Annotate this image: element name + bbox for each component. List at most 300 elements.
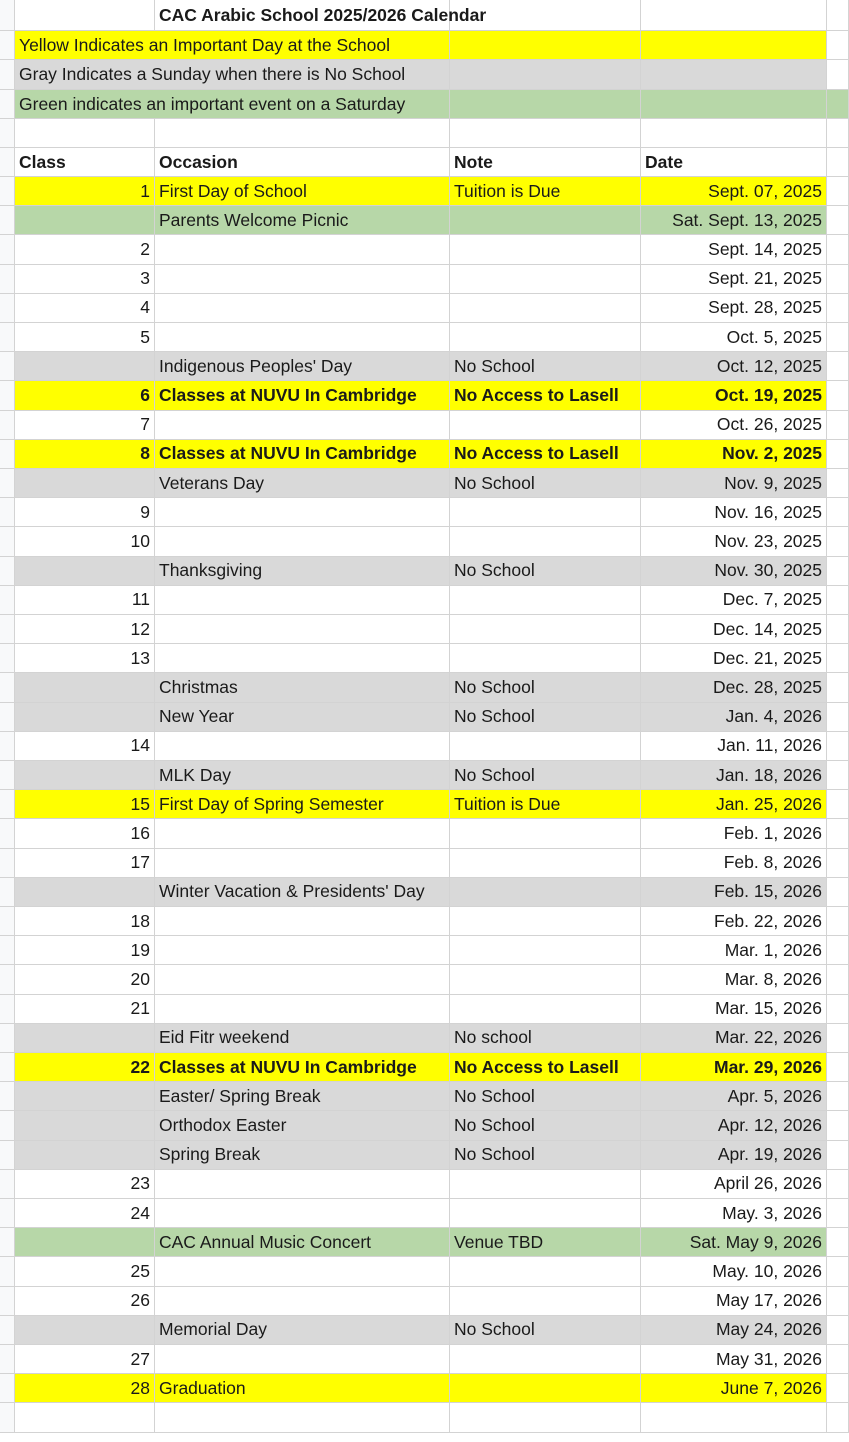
note-cell[interactable]: No School bbox=[450, 469, 641, 498]
occasion-cell[interactable]: Thanksgiving bbox=[155, 557, 450, 586]
class-cell[interactable] bbox=[15, 1141, 155, 1170]
note-cell[interactable]: Tuition is Due bbox=[450, 790, 641, 819]
cell[interactable] bbox=[827, 790, 849, 819]
date-cell[interactable]: Sept. 14, 2025 bbox=[641, 235, 827, 264]
occasion-cell[interactable]: Easter/ Spring Break bbox=[155, 1082, 450, 1111]
row-gutter[interactable] bbox=[0, 1403, 15, 1433]
row-gutter[interactable] bbox=[0, 1053, 15, 1082]
row-gutter[interactable] bbox=[0, 936, 15, 965]
cell[interactable] bbox=[450, 119, 641, 148]
class-cell[interactable]: 11 bbox=[15, 586, 155, 615]
cell[interactable] bbox=[827, 381, 849, 410]
cell[interactable] bbox=[827, 60, 849, 90]
class-cell[interactable] bbox=[15, 469, 155, 498]
row-gutter[interactable] bbox=[0, 790, 15, 819]
class-cell[interactable]: 8 bbox=[15, 440, 155, 469]
cell[interactable] bbox=[450, 90, 641, 119]
occasion-cell[interactable]: New Year bbox=[155, 703, 450, 732]
occasion-cell[interactable] bbox=[155, 294, 450, 323]
note-cell[interactable]: No School bbox=[450, 557, 641, 586]
class-cell[interactable]: 23 bbox=[15, 1170, 155, 1199]
cell[interactable] bbox=[827, 1053, 849, 1082]
occasion-cell[interactable] bbox=[155, 965, 450, 994]
row-gutter[interactable] bbox=[0, 31, 15, 60]
cell[interactable] bbox=[827, 1257, 849, 1286]
cell[interactable] bbox=[827, 265, 849, 294]
row-gutter[interactable] bbox=[0, 527, 15, 556]
occasion-cell[interactable]: First Day of School bbox=[155, 177, 450, 206]
occasion-cell[interactable]: CAC Annual Music Concert bbox=[155, 1228, 450, 1257]
row-gutter[interactable] bbox=[0, 732, 15, 761]
occasion-cell[interactable]: Eid Fitr weekend bbox=[155, 1024, 450, 1053]
cell[interactable] bbox=[827, 1287, 849, 1316]
note-cell[interactable] bbox=[450, 1345, 641, 1374]
row-gutter[interactable] bbox=[0, 119, 15, 148]
date-cell[interactable]: Nov. 23, 2025 bbox=[641, 527, 827, 556]
note-cell[interactable] bbox=[450, 235, 641, 264]
table-row bbox=[0, 1170, 849, 1199]
occasion-cell[interactable] bbox=[155, 849, 450, 878]
cell[interactable] bbox=[641, 0, 827, 31]
class-cell[interactable]: 19 bbox=[15, 936, 155, 965]
occasion-cell[interactable]: Indigenous Peoples' Day bbox=[155, 352, 450, 381]
cell[interactable] bbox=[827, 673, 849, 702]
cell[interactable] bbox=[827, 1316, 849, 1345]
row-gutter[interactable] bbox=[0, 1287, 15, 1316]
class-cell[interactable]: 13 bbox=[15, 644, 155, 673]
note-cell[interactable] bbox=[450, 323, 641, 352]
note-cell[interactable] bbox=[450, 527, 641, 556]
cell[interactable] bbox=[641, 119, 827, 148]
row-gutter[interactable] bbox=[0, 0, 15, 31]
class-cell[interactable]: 14 bbox=[15, 732, 155, 761]
note-cell[interactable] bbox=[450, 411, 641, 440]
date-cell[interactable]: Dec. 28, 2025 bbox=[641, 673, 827, 702]
row-gutter[interactable] bbox=[0, 1111, 15, 1140]
date-cell[interactable]: Oct. 19, 2025 bbox=[641, 381, 827, 410]
occasion-cell[interactable]: Parents Welcome Picnic bbox=[155, 206, 450, 235]
class-cell[interactable]: 24 bbox=[15, 1199, 155, 1228]
occasion-cell[interactable]: Classes at NUVU In Cambridge bbox=[155, 1053, 450, 1082]
cell[interactable] bbox=[827, 119, 849, 148]
cell[interactable] bbox=[827, 586, 849, 615]
note-cell[interactable]: No School bbox=[450, 1111, 641, 1140]
occasion-cell[interactable]: Orthodox Easter bbox=[155, 1111, 450, 1140]
cell[interactable] bbox=[827, 1082, 849, 1111]
class-cell[interactable] bbox=[15, 1111, 155, 1140]
class-cell[interactable] bbox=[15, 1228, 155, 1257]
class-cell[interactable] bbox=[15, 352, 155, 381]
row-gutter[interactable] bbox=[0, 352, 15, 381]
cell[interactable] bbox=[827, 615, 849, 644]
row-gutter[interactable] bbox=[0, 177, 15, 206]
class-cell[interactable] bbox=[15, 206, 155, 235]
date-cell[interactable]: Oct. 26, 2025 bbox=[641, 411, 827, 440]
occasion-cell[interactable]: Classes at NUVU In Cambridge bbox=[155, 381, 450, 410]
cell[interactable] bbox=[827, 1141, 849, 1170]
class-cell[interactable]: 27 bbox=[15, 1345, 155, 1374]
cell[interactable] bbox=[450, 60, 641, 90]
occasion-cell[interactable] bbox=[155, 644, 450, 673]
date-cell[interactable]: Sept. 28, 2025 bbox=[641, 294, 827, 323]
occasion-cell[interactable] bbox=[155, 819, 450, 848]
date-cell[interactable]: May. 10, 2026 bbox=[641, 1257, 827, 1286]
note-cell[interactable] bbox=[450, 878, 641, 907]
class-cell[interactable]: 17 bbox=[15, 849, 155, 878]
note-cell[interactable]: No School bbox=[450, 761, 641, 790]
class-cell[interactable] bbox=[15, 1024, 155, 1053]
note-cell[interactable] bbox=[450, 644, 641, 673]
row-gutter[interactable] bbox=[0, 1228, 15, 1257]
class-cell[interactable]: 16 bbox=[15, 819, 155, 848]
date-cell[interactable]: Dec. 7, 2025 bbox=[641, 586, 827, 615]
date-cell[interactable]: Jan. 18, 2026 bbox=[641, 761, 827, 790]
occasion-cell[interactable] bbox=[155, 1345, 450, 1374]
date-cell[interactable]: May 17, 2026 bbox=[641, 1287, 827, 1316]
class-cell[interactable]: 10 bbox=[15, 527, 155, 556]
cell[interactable] bbox=[827, 90, 849, 119]
note-cell[interactable] bbox=[450, 1170, 641, 1199]
occasion-cell[interactable]: Christmas bbox=[155, 673, 450, 702]
date-cell[interactable]: June 7, 2026 bbox=[641, 1374, 827, 1403]
cell[interactable] bbox=[155, 119, 450, 148]
class-cell[interactable]: 18 bbox=[15, 907, 155, 936]
row-gutter[interactable] bbox=[0, 1024, 15, 1053]
cell[interactable] bbox=[827, 1170, 849, 1199]
row-gutter[interactable] bbox=[0, 586, 15, 615]
row-gutter[interactable] bbox=[0, 1257, 15, 1286]
legend-gray[interactable]: Gray Indicates a Sunday when there is No School bbox=[15, 60, 450, 90]
row-gutter[interactable] bbox=[0, 469, 15, 498]
occasion-cell[interactable] bbox=[155, 265, 450, 294]
note-cell[interactable]: No Access to Lasell bbox=[450, 1053, 641, 1082]
header-occasion[interactable]: Occasion bbox=[155, 148, 450, 177]
row-gutter[interactable] bbox=[0, 703, 15, 732]
note-cell[interactable]: No Access to Lasell bbox=[450, 381, 641, 410]
class-cell[interactable] bbox=[15, 673, 155, 702]
cell[interactable] bbox=[827, 177, 849, 206]
note-cell[interactable]: Venue TBD bbox=[450, 1228, 641, 1257]
note-cell[interactable]: No School bbox=[450, 352, 641, 381]
class-cell[interactable]: 5 bbox=[15, 323, 155, 352]
class-cell[interactable]: 6 bbox=[15, 381, 155, 410]
occasion-cell[interactable]: Veterans Day bbox=[155, 469, 450, 498]
cell[interactable] bbox=[827, 235, 849, 264]
class-cell[interactable]: 1 bbox=[15, 177, 155, 206]
date-cell[interactable]: Sat. Sept. 13, 2025 bbox=[641, 206, 827, 235]
date-cell[interactable]: Mar. 22, 2026 bbox=[641, 1024, 827, 1053]
class-cell[interactable]: 26 bbox=[15, 1287, 155, 1316]
note-cell[interactable] bbox=[450, 265, 641, 294]
cell[interactable] bbox=[15, 1403, 155, 1433]
note-cell[interactable] bbox=[450, 849, 641, 878]
class-cell[interactable]: 4 bbox=[15, 294, 155, 323]
row-gutter[interactable] bbox=[0, 1345, 15, 1374]
date-cell[interactable]: May 24, 2026 bbox=[641, 1316, 827, 1345]
note-cell[interactable] bbox=[450, 1287, 641, 1316]
class-cell[interactable]: 12 bbox=[15, 615, 155, 644]
row-gutter[interactable] bbox=[0, 673, 15, 702]
table-row bbox=[0, 1316, 849, 1345]
header-note[interactable]: Note bbox=[450, 148, 641, 177]
row-gutter[interactable] bbox=[0, 995, 15, 1024]
date-cell[interactable]: Feb. 1, 2026 bbox=[641, 819, 827, 848]
cell[interactable] bbox=[827, 440, 849, 469]
row-gutter[interactable] bbox=[0, 1316, 15, 1345]
cell[interactable] bbox=[641, 90, 827, 119]
date-cell[interactable]: Apr. 12, 2026 bbox=[641, 1111, 827, 1140]
cell[interactable] bbox=[827, 965, 849, 994]
date-cell[interactable]: Oct. 5, 2025 bbox=[641, 323, 827, 352]
note-cell[interactable]: No school bbox=[450, 1024, 641, 1053]
class-cell[interactable]: 2 bbox=[15, 235, 155, 264]
header-class[interactable]: Class bbox=[15, 148, 155, 177]
row-gutter[interactable] bbox=[0, 965, 15, 994]
occasion-cell[interactable]: Memorial Day bbox=[155, 1316, 450, 1345]
date-cell[interactable]: Feb. 22, 2026 bbox=[641, 907, 827, 936]
occasion-cell[interactable]: Winter Vacation & Presidents' Day bbox=[155, 878, 450, 907]
cell[interactable] bbox=[827, 907, 849, 936]
date-cell[interactable]: Feb. 8, 2026 bbox=[641, 849, 827, 878]
date-cell[interactable]: May. 3, 2026 bbox=[641, 1199, 827, 1228]
table-row bbox=[0, 1345, 849, 1374]
date-cell[interactable]: Jan. 11, 2026 bbox=[641, 732, 827, 761]
row-gutter[interactable] bbox=[0, 615, 15, 644]
cell[interactable] bbox=[827, 1024, 849, 1053]
row-gutter[interactable] bbox=[0, 381, 15, 410]
date-cell[interactable]: Dec. 14, 2025 bbox=[641, 615, 827, 644]
cell[interactable] bbox=[827, 995, 849, 1024]
table-row bbox=[0, 995, 849, 1024]
cell[interactable] bbox=[827, 469, 849, 498]
occasion-cell[interactable]: MLK Day bbox=[155, 761, 450, 790]
date-cell[interactable]: Mar. 8, 2026 bbox=[641, 965, 827, 994]
occasion-cell[interactable] bbox=[155, 732, 450, 761]
cell[interactable] bbox=[827, 148, 849, 177]
occasion-cell[interactable] bbox=[155, 323, 450, 352]
note-cell[interactable] bbox=[450, 615, 641, 644]
occasion-cell[interactable] bbox=[155, 907, 450, 936]
class-cell[interactable]: 21 bbox=[15, 995, 155, 1024]
cell[interactable] bbox=[827, 936, 849, 965]
table-row bbox=[0, 469, 849, 498]
note-cell[interactable] bbox=[450, 1374, 641, 1403]
cell[interactable] bbox=[827, 1199, 849, 1228]
note-cell[interactable] bbox=[450, 907, 641, 936]
cell[interactable] bbox=[827, 761, 849, 790]
note-cell[interactable] bbox=[450, 995, 641, 1024]
cell[interactable] bbox=[827, 557, 849, 586]
row-gutter[interactable] bbox=[0, 90, 15, 119]
occasion-cell[interactable] bbox=[155, 235, 450, 264]
class-cell[interactable]: 25 bbox=[15, 1257, 155, 1286]
row-gutter[interactable] bbox=[0, 1141, 15, 1170]
date-cell[interactable]: Mar. 1, 2026 bbox=[641, 936, 827, 965]
note-cell[interactable] bbox=[450, 965, 641, 994]
row-gutter[interactable] bbox=[0, 206, 15, 235]
row-gutter[interactable] bbox=[0, 849, 15, 878]
date-cell[interactable]: April 26, 2026 bbox=[641, 1170, 827, 1199]
occasion-cell[interactable]: Spring Break bbox=[155, 1141, 450, 1170]
cell[interactable] bbox=[827, 732, 849, 761]
date-cell[interactable]: Dec. 21, 2025 bbox=[641, 644, 827, 673]
class-cell[interactable] bbox=[15, 703, 155, 732]
class-cell[interactable]: 28 bbox=[15, 1374, 155, 1403]
legend-green[interactable]: Green indicates an important event on a Saturday bbox=[15, 90, 450, 119]
date-cell[interactable]: May 31, 2026 bbox=[641, 1345, 827, 1374]
class-cell[interactable]: 3 bbox=[15, 265, 155, 294]
row-gutter[interactable] bbox=[0, 1199, 15, 1228]
row-gutter[interactable] bbox=[0, 265, 15, 294]
cell[interactable] bbox=[827, 323, 849, 352]
row-gutter[interactable] bbox=[0, 1374, 15, 1403]
class-cell[interactable] bbox=[15, 1316, 155, 1345]
date-cell[interactable]: Jan. 4, 2026 bbox=[641, 703, 827, 732]
cell[interactable] bbox=[827, 0, 849, 31]
occasion-cell[interactable] bbox=[155, 615, 450, 644]
date-cell[interactable]: Oct. 12, 2025 bbox=[641, 352, 827, 381]
cell[interactable] bbox=[827, 1403, 849, 1433]
note-cell[interactable] bbox=[450, 819, 641, 848]
note-cell[interactable] bbox=[450, 206, 641, 235]
class-cell[interactable]: 22 bbox=[15, 1053, 155, 1082]
class-cell[interactable] bbox=[15, 1082, 155, 1111]
legend-yellow[interactable]: Yellow Indicates an Important Day at the School bbox=[15, 31, 450, 60]
date-cell[interactable]: Sept. 07, 2025 bbox=[641, 177, 827, 206]
note-cell[interactable] bbox=[450, 732, 641, 761]
row-gutter[interactable] bbox=[0, 761, 15, 790]
sheet-title[interactable]: CAC Arabic School 2025/2026 Calendar bbox=[155, 0, 450, 31]
class-cell[interactable]: 15 bbox=[15, 790, 155, 819]
note-cell[interactable] bbox=[450, 1199, 641, 1228]
occasion-cell[interactable]: First Day of Spring Semester bbox=[155, 790, 450, 819]
class-cell[interactable] bbox=[15, 878, 155, 907]
cell[interactable] bbox=[827, 527, 849, 556]
cell[interactable] bbox=[827, 644, 849, 673]
occasion-cell[interactable]: Graduation bbox=[155, 1374, 450, 1403]
note-cell[interactable]: Tuition is Due bbox=[450, 177, 641, 206]
cell[interactable] bbox=[155, 1403, 450, 1433]
note-cell[interactable]: No School bbox=[450, 1316, 641, 1345]
cell[interactable] bbox=[827, 1228, 849, 1257]
occasion-cell[interactable]: Classes at NUVU In Cambridge bbox=[155, 440, 450, 469]
occasion-cell[interactable] bbox=[155, 936, 450, 965]
cell[interactable] bbox=[15, 119, 155, 148]
cell[interactable] bbox=[450, 1403, 641, 1433]
cell[interactable] bbox=[827, 31, 849, 60]
row-gutter[interactable] bbox=[0, 819, 15, 848]
header-date[interactable]: Date bbox=[641, 148, 827, 177]
cell[interactable] bbox=[827, 878, 849, 907]
cell[interactable] bbox=[827, 819, 849, 848]
date-cell[interactable]: Sat. May 9, 2026 bbox=[641, 1228, 827, 1257]
row-gutter[interactable] bbox=[0, 498, 15, 527]
date-cell[interactable]: Jan. 25, 2026 bbox=[641, 790, 827, 819]
date-cell[interactable]: Nov. 9, 2025 bbox=[641, 469, 827, 498]
row-gutter[interactable] bbox=[0, 557, 15, 586]
row-gutter[interactable] bbox=[0, 235, 15, 264]
date-cell[interactable]: Feb. 15, 2026 bbox=[641, 878, 827, 907]
row-gutter[interactable] bbox=[0, 1082, 15, 1111]
cell[interactable] bbox=[827, 498, 849, 527]
occasion-cell[interactable] bbox=[155, 1287, 450, 1316]
occasion-cell[interactable] bbox=[155, 1257, 450, 1286]
cell[interactable] bbox=[15, 0, 155, 31]
cell[interactable] bbox=[641, 60, 827, 90]
occasion-cell[interactable] bbox=[155, 411, 450, 440]
note-cell[interactable]: No School bbox=[450, 673, 641, 702]
cell[interactable] bbox=[641, 31, 827, 60]
row-gutter[interactable] bbox=[0, 907, 15, 936]
date-cell[interactable]: Mar. 29, 2026 bbox=[641, 1053, 827, 1082]
date-cell[interactable]: Apr. 5, 2026 bbox=[641, 1082, 827, 1111]
note-cell[interactable] bbox=[450, 936, 641, 965]
occasion-cell[interactable] bbox=[155, 527, 450, 556]
note-cell[interactable] bbox=[450, 498, 641, 527]
cell[interactable] bbox=[827, 849, 849, 878]
cell[interactable] bbox=[827, 411, 849, 440]
cell[interactable] bbox=[827, 352, 849, 381]
note-cell[interactable] bbox=[450, 1257, 641, 1286]
cell[interactable] bbox=[827, 703, 849, 732]
note-cell[interactable]: No Access to Lasell bbox=[450, 440, 641, 469]
row-gutter[interactable] bbox=[0, 411, 15, 440]
cell[interactable] bbox=[827, 206, 849, 235]
row-gutter[interactable] bbox=[0, 440, 15, 469]
date-cell[interactable]: Apr. 19, 2026 bbox=[641, 1141, 827, 1170]
class-cell[interactable]: 7 bbox=[15, 411, 155, 440]
class-cell[interactable] bbox=[15, 761, 155, 790]
row-gutter[interactable] bbox=[0, 294, 15, 323]
class-cell[interactable]: 20 bbox=[15, 965, 155, 994]
date-cell[interactable]: Nov. 30, 2025 bbox=[641, 557, 827, 586]
occasion-cell[interactable] bbox=[155, 1170, 450, 1199]
occasion-cell[interactable] bbox=[155, 995, 450, 1024]
note-cell[interactable] bbox=[450, 586, 641, 615]
occasion-cell[interactable] bbox=[155, 498, 450, 527]
cell[interactable] bbox=[827, 294, 849, 323]
note-cell[interactable] bbox=[450, 294, 641, 323]
date-cell[interactable]: Sept. 21, 2025 bbox=[641, 265, 827, 294]
cell[interactable] bbox=[450, 31, 641, 60]
row-gutter[interactable] bbox=[0, 148, 15, 177]
row-gutter[interactable] bbox=[0, 644, 15, 673]
row-gutter[interactable] bbox=[0, 60, 15, 90]
row-gutter[interactable] bbox=[0, 1170, 15, 1199]
class-cell[interactable] bbox=[15, 557, 155, 586]
table-row bbox=[0, 790, 849, 819]
date-cell[interactable]: Nov. 2, 2025 bbox=[641, 440, 827, 469]
table-row bbox=[0, 557, 849, 586]
date-cell[interactable]: Nov. 16, 2025 bbox=[641, 498, 827, 527]
note-cell[interactable]: No School bbox=[450, 1082, 641, 1111]
table-row bbox=[0, 1287, 849, 1316]
class-cell[interactable]: 9 bbox=[15, 498, 155, 527]
occasion-cell[interactable] bbox=[155, 1199, 450, 1228]
row-gutter[interactable] bbox=[0, 323, 15, 352]
cell[interactable] bbox=[827, 1111, 849, 1140]
legend-row-yellow bbox=[0, 31, 849, 60]
cell[interactable] bbox=[827, 1345, 849, 1374]
note-cell[interactable]: No School bbox=[450, 703, 641, 732]
cell[interactable] bbox=[827, 1374, 849, 1403]
row-gutter[interactable] bbox=[0, 878, 15, 907]
cell[interactable] bbox=[450, 0, 641, 31]
date-cell[interactable]: Mar. 15, 2026 bbox=[641, 995, 827, 1024]
occasion-cell[interactable] bbox=[155, 586, 450, 615]
cell[interactable] bbox=[641, 1403, 827, 1433]
note-cell[interactable]: No School bbox=[450, 1141, 641, 1170]
